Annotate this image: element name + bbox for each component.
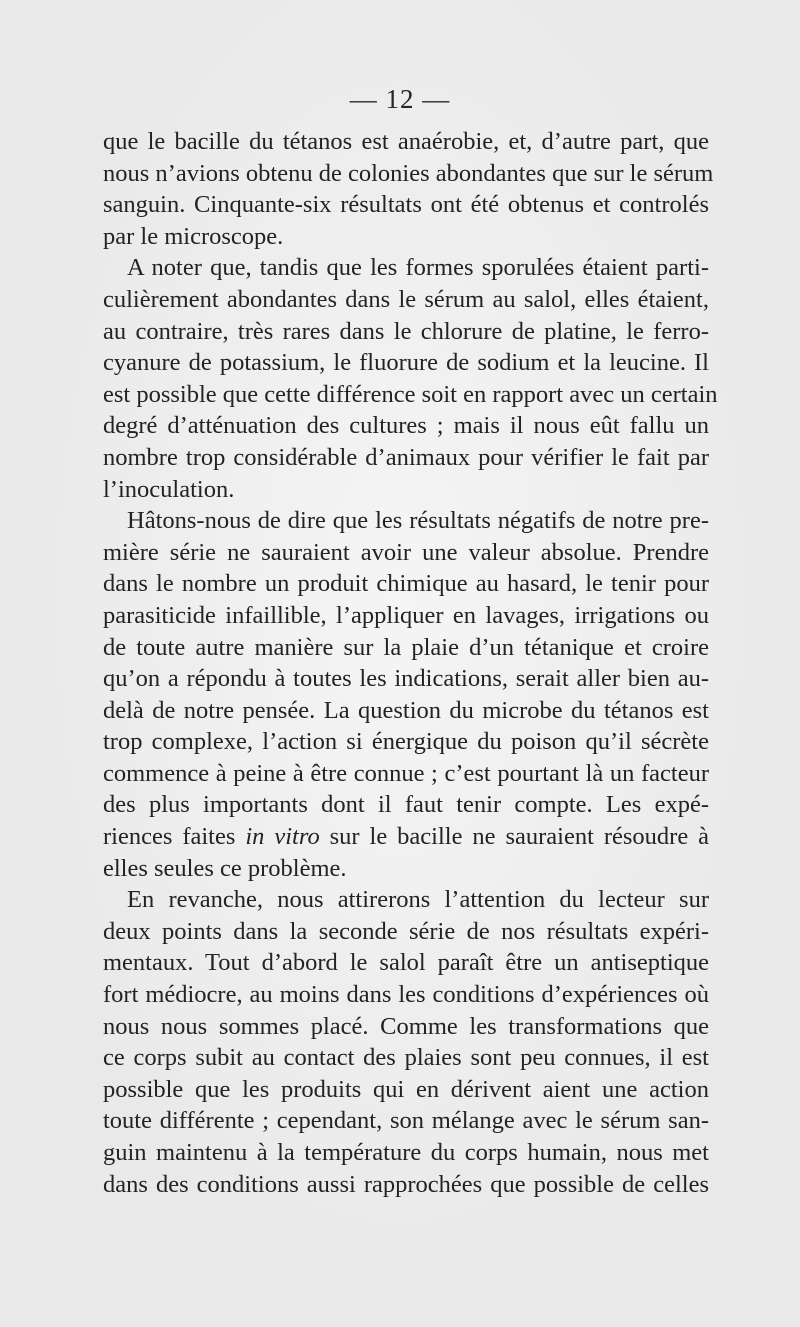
text-line: guin maintenu à la température du corps humain, nous met	[103, 1139, 709, 1166]
text-line: trop complexe, l’action si énergique du poison qu’il sécrète	[103, 728, 709, 756]
body-text	[103, 126, 718, 1200]
text-line: qu’on a répondu à toutes les indications, serait aller bien au-	[103, 665, 709, 693]
text-line: En revanche, nous attirerons l’attention du lecteur sur	[127, 886, 709, 914]
text-line: deux points dans la seconde série de nos résultats expéri-	[103, 917, 709, 945]
text-line: sanguin. Cinquante-six résultats ont été obtenus et controlés	[103, 191, 709, 219]
text-line: parasiticide infaillible, l’appliquer en lavages, irrigations ou	[103, 601, 709, 629]
text-line: elles seules ce problème.	[103, 854, 347, 882]
text-line: toute différente ; cependant, son mélange avec le sérum san-	[103, 1107, 709, 1135]
text-line: au contraire, très rares dans le chlorure de platine, le ferro-	[103, 317, 709, 345]
text-line: des plus importants dont il faut tenir compte. Les expé-	[103, 791, 709, 819]
text-line: mière série ne sauraient avoir une valeur absolue. Prendre	[103, 538, 709, 566]
text-line: ce corps subit au contact des plaies sont peu connues, il est	[103, 1044, 709, 1072]
text-line: nous n’avions obtenu de colonies abondantes que sur le sérum	[103, 159, 714, 187]
text-line: que le bacille du tétanos est anaérobie, et, d’autre part, que	[103, 128, 709, 155]
text-line: delà de notre pensée. La question du microbe du tétanos est	[103, 696, 709, 724]
text-line: est possible que cette différence soit en rapport avec un certain	[103, 380, 718, 408]
paragraph-1	[103, 126, 714, 252]
text-line: Hâtons-nous de dire que les résultats négatifs de notre pre-	[127, 507, 709, 535]
text-line: fort médiocre, au moins dans les conditions d’expériences où	[103, 981, 709, 1009]
paragraph-2	[103, 252, 718, 505]
text-line: cyanure de potassium, le fluorure de sodium et la leucine. Il	[103, 349, 709, 377]
text-line: culièrement abondantes dans le sérum au salol, elles étaient,	[103, 285, 709, 313]
text-line: nous nous sommes placé. Comme les transformations que	[103, 1012, 709, 1040]
text-line: par le microscope.	[103, 222, 284, 250]
text-line: l’inoculation.	[103, 475, 235, 503]
italic-fragment: in vitro	[245, 823, 320, 851]
text-line: dans des conditions aussi rapprochées que possible de celles	[103, 1170, 709, 1198]
text-line: A noter que, tandis que les formes sporulées étaient parti-	[127, 254, 709, 282]
text-line: de toute autre manière sur la plaie d’un tétanique et croire	[103, 633, 709, 661]
text-line-with-italic: riences faites in vitro sur le bacille ne sauraient résoudre à	[103, 823, 710, 851]
text-line: nombre trop considérable d’animaux pour vérifier le fait par	[103, 443, 709, 471]
text-line: degré d’atténuation des cultures ; mais il nous eût fallu un	[103, 412, 709, 440]
page-number: — 12 —	[349, 84, 451, 114]
text-line: possible que les produits qui en dérivent aient une action	[103, 1075, 709, 1103]
paragraph-4	[103, 884, 709, 1200]
text-line: mentaux. Tout d’abord le salol paraît être un antiseptique	[103, 949, 709, 977]
paragraph-3	[103, 505, 709, 884]
text-line: dans le nombre un produit chimique au hasard, le tenir pour	[103, 570, 709, 598]
text-line: commence à peine à être connue ; c’est pourtant là un facteur	[103, 759, 709, 787]
